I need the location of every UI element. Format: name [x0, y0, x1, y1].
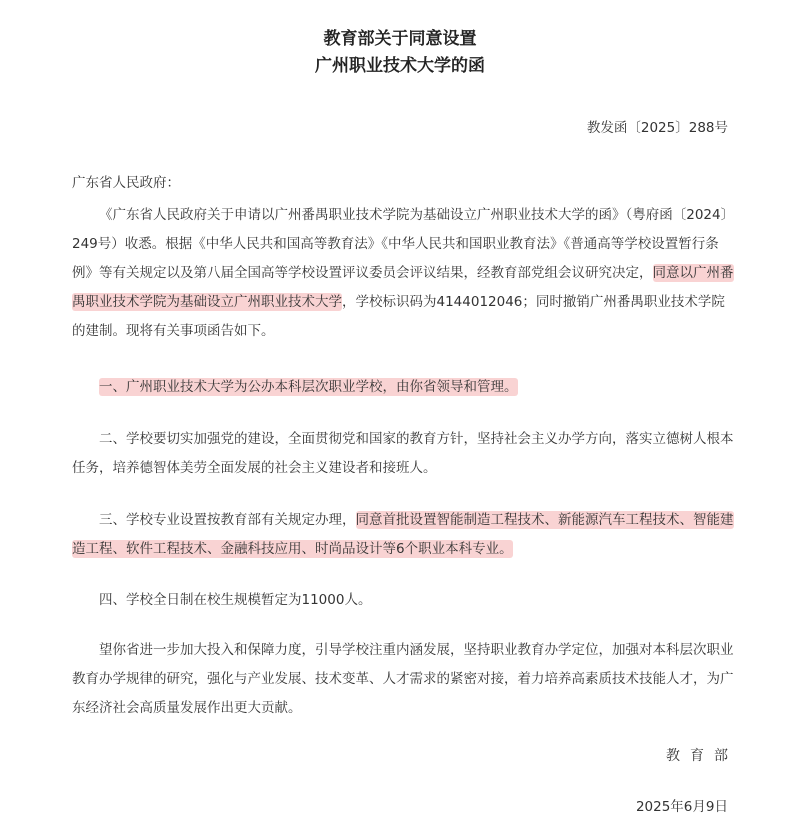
- item-2-paragraph: [72, 425, 734, 483]
- document-number: 教发函〔2025〕288号: [586, 120, 728, 136]
- intro-text-2: ，学校标识码为4144012046；同时撤销广州番禺职业技术学院的建制。现将有关事项函告如下。: [72, 294, 725, 339]
- item-3-paragraph: [72, 506, 734, 564]
- item-3-highlight: 同意首批设置智能制造工程技术、新能源汽车工程技术、智能建造工程、软件工程技术、金融科技应用、时尚品设计等6个职业本科专业。: [72, 512, 734, 557]
- document-date: 2025年6月9日: [635, 799, 728, 815]
- item-1-paragraph: [72, 373, 734, 402]
- item-4-text: 四、学校全日制在校生规模暂定为11000人。: [99, 592, 372, 608]
- signature: 教育部: [666, 748, 738, 764]
- item-4-paragraph: [72, 586, 734, 615]
- intro-text-1: 《广东省人民政府关于申请以广州番禺职业技术学院为基础设立广州职业技术大学的函》（粤府函〔2024〕249号）收悉。根据《中华人民共和国高等教育法》《中华人民共和国职业教育法》《普通高等学校设置暂行条例》等有关规定以及第八届全国高等学校设置评议委员会评议结果，经教育部党组会议研究决定，: [72, 207, 728, 281]
- item-3-text: 三、学校专业设置按教育部有关规定办理，: [99, 512, 356, 528]
- item-2-text: 二、学校要切实加强党的建设，全面贯彻党和国家的教育方针，坚持社会主义办学方向，落实立德树人根本任务，培养德智体美劳全面发展的社会主义建设者和接班人。: [72, 431, 734, 476]
- closing-paragraph: [72, 636, 734, 723]
- document-title-line2: 广州职业技术大学的函: [315, 56, 485, 76]
- intro-highlight: 同意以广州番禺职业技术学院为基础设立广州职业技术大学: [72, 265, 734, 310]
- intro-paragraph: [72, 201, 734, 346]
- addressee: 广东省人民政府：: [72, 175, 180, 191]
- document-title-line1: 教育部关于同意设置: [323, 29, 477, 49]
- item-1-highlight: 一、广州职业技术大学为公办本科层次职业学校，由你省领导和管理。: [99, 379, 518, 395]
- closing-text: 望你省进一步加大投入和保障力度，引导学校注重内涵发展，坚持职业教育办学定位，加强对本科层次职业教育办学规律的研究，强化与产业发展、技术变革、人才需求的紧密对接，着力培养高素质技术技能人才，为广东经济社会高质量发展作出更大贡献。: [72, 642, 734, 716]
